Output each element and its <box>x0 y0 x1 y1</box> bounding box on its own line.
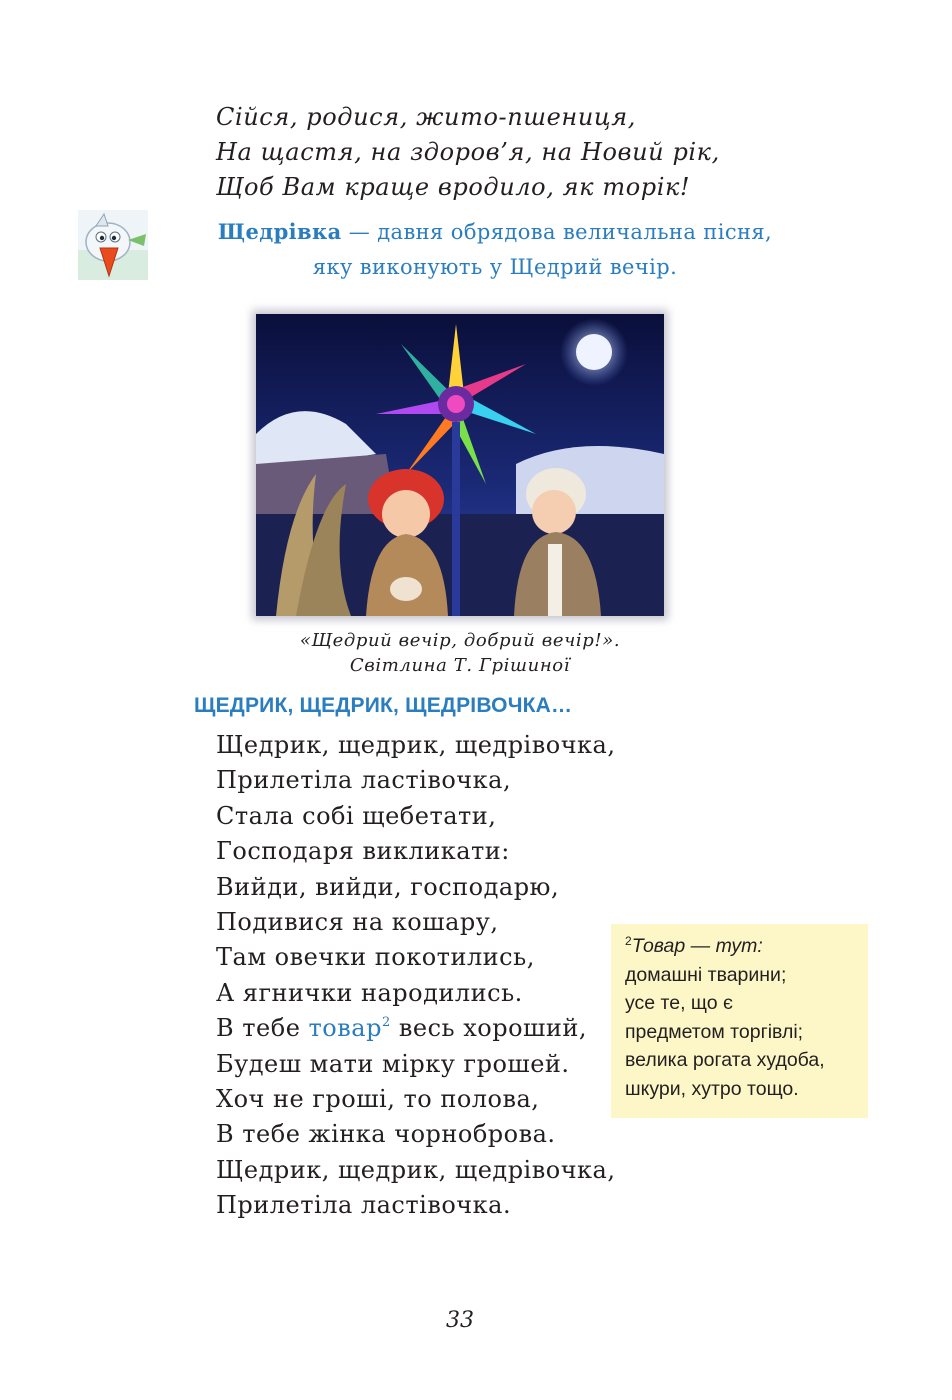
glossary-term-tovar[interactable]: товар <box>308 1014 382 1043</box>
song-line: Господаря викликати: <box>216 837 510 866</box>
song-line: Прилетіла ластівочка. <box>216 1191 512 1220</box>
definition-text: — давня обрядова величальна пісня, <box>341 220 773 244</box>
footnote-line: домашні тварини; <box>625 963 787 986</box>
footnote-line: велика рогата худоба, <box>625 1049 825 1071</box>
footnote-line: шкури, хутро тощо. <box>625 1077 799 1100</box>
footnote-head: Товар — тут: <box>631 935 763 957</box>
verse-line: Сійся, родися, жито-пшениця, <box>216 103 636 131</box>
photo-carolers <box>256 314 664 616</box>
song-line: Стала собі щебетати, <box>216 801 497 830</box>
song-line: Вийди, вийди, господарю, <box>216 872 560 901</box>
song-line: Будеш мати мірку грошей. <box>216 1049 570 1078</box>
definition-text-line2: яку виконують у Щедрий вечір. <box>312 255 678 279</box>
magpie-mascot-icon <box>78 210 148 280</box>
song-line: В тебе жінка чорноброва. <box>216 1120 556 1149</box>
song-text <box>216 728 636 1224</box>
term-line-prefix: В тебе <box>216 1014 309 1043</box>
definition-box <box>150 214 840 285</box>
song-title: ЩЕДРИК, ЩЕДРИК, ЩЕДРІВОЧКА… <box>194 694 573 717</box>
footnote-box <box>611 924 868 1118</box>
footnote-mark[interactable]: 2 <box>381 1015 391 1031</box>
footnote-line: усе те, що є <box>625 992 733 1014</box>
caption-credit: Світлина Т. Грішиної <box>349 655 571 676</box>
song-line: Подивися на кошару, <box>216 908 499 937</box>
intro-verse <box>216 100 776 205</box>
page-number: 33 <box>446 1308 474 1333</box>
song-line: Хоч не гроші, то полова, <box>216 1085 540 1114</box>
definition-term: Щедрівка <box>217 219 342 244</box>
photo-caption <box>256 628 664 678</box>
song-line: Щедрик, щедрик, щедрівочка, <box>216 1155 616 1184</box>
verse-line: Щоб Вам краще вродило, як торік! <box>216 173 691 201</box>
footnote-line: предметом торгівлі; <box>625 1020 804 1043</box>
caption-title: «Щедрий вечір, добрий вечір!». <box>299 630 621 651</box>
song-line: Там овечки покотились, <box>216 943 535 972</box>
term-line-suffix: весь хороший, <box>390 1014 587 1043</box>
song-line: А ягнички народились. <box>216 978 523 1007</box>
verse-line: На щастя, на здоров’я, на Новий рік, <box>216 138 720 166</box>
footnote-box-mark: 2 <box>625 934 632 948</box>
song-line: Прилетіла ластівочка, <box>216 766 512 795</box>
song-line-with-term <box>216 1011 636 1046</box>
song-line: Щедрик, щедрик, щедрівочка, <box>216 731 616 759</box>
